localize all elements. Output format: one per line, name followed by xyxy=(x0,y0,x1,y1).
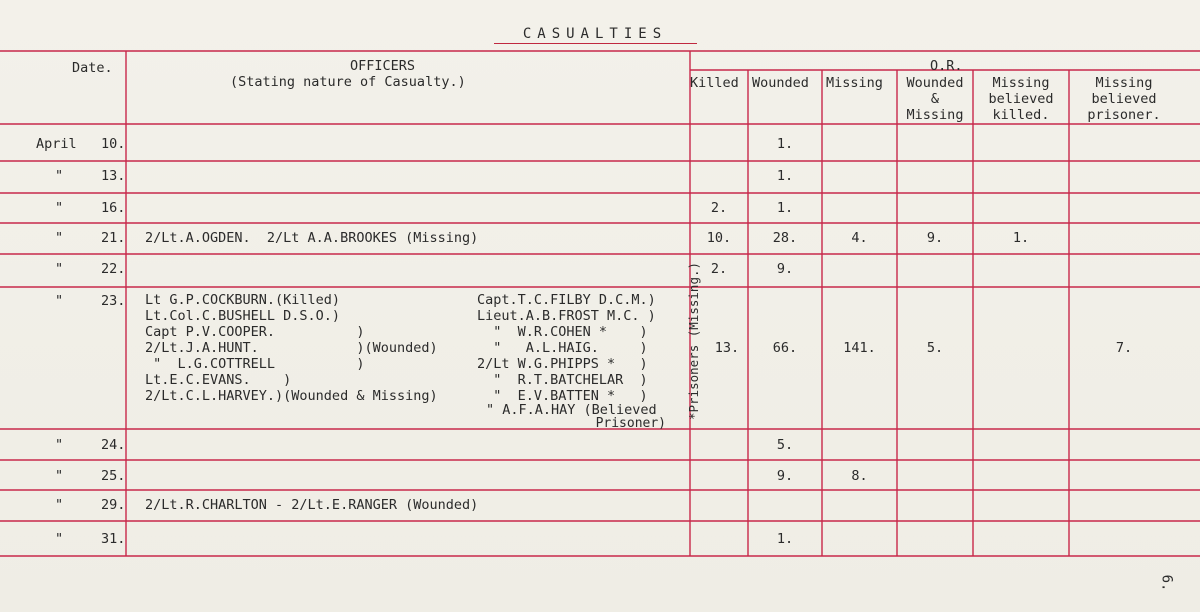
row-day: 22. xyxy=(101,261,126,277)
officer-entry-left: Lt.Col.C.BUSHELL D.S.O.) xyxy=(145,308,341,324)
header-mp-1: Missing xyxy=(1095,75,1153,91)
page-title: CASUALTIES xyxy=(522,26,668,42)
cell-missing: 141. xyxy=(843,340,876,356)
row-day: 24. xyxy=(101,437,126,453)
cell-officers: 2/Lt.A.OGDEN. 2/Lt A.A.BROOKES (Missing) xyxy=(145,230,479,246)
row-day: 31. xyxy=(101,531,126,547)
cell-wounded-missing: 5. xyxy=(926,340,944,356)
cell-wounded: 1. xyxy=(776,200,794,216)
row-month: " xyxy=(55,230,64,246)
header-wounded: Wounded xyxy=(752,75,809,91)
officer-entry-right: " W.R.COHEN * ) xyxy=(477,324,648,340)
prisoners-note: *Prisoners (Missing.) xyxy=(686,261,701,420)
cell-wounded: 9. xyxy=(776,261,794,277)
row-month: " xyxy=(55,468,64,484)
cell-killed: 2. xyxy=(710,200,728,216)
header-date: Date. xyxy=(72,60,113,76)
header-missing: Missing xyxy=(826,75,883,91)
cell-wounded: 5. xyxy=(776,437,794,453)
row-day: 10. xyxy=(101,136,126,152)
officer-entry-right: " A.L.HAIG. ) xyxy=(477,340,648,356)
cell-wounded: 1. xyxy=(776,531,794,547)
row-day: 16. xyxy=(101,200,126,216)
cell-killed: 13. xyxy=(714,340,740,356)
officer-entry-right: Capt.T.C.FILBY D.C.M.) xyxy=(477,292,656,308)
cell-wounded: 1. xyxy=(776,168,794,184)
cell-wounded: 1. xyxy=(776,136,794,152)
officer-entry-left: 2/Lt.J.A.HUNT. )(Wounded) xyxy=(145,340,438,356)
header-mk-1: Missing xyxy=(992,75,1050,91)
cell-killed: 2. xyxy=(710,261,728,277)
header-mp-2: believed xyxy=(1091,91,1157,107)
cell-missing: 4. xyxy=(851,230,868,246)
row-month: " xyxy=(55,168,64,184)
header-officers: OFFICERS xyxy=(350,58,416,74)
page-number: 6. xyxy=(1158,574,1175,592)
header-wm-3: Missing xyxy=(906,107,964,123)
officer-entry-right: 2/Lt W.G.PHIPPS * ) xyxy=(477,356,648,372)
header-or: O.R. xyxy=(930,58,963,74)
row-month: " xyxy=(55,437,64,453)
row-month: " xyxy=(55,261,64,277)
cell-killed: 10. xyxy=(706,230,732,246)
officer-entry-right: " R.T.BATCHELAR ) xyxy=(477,372,648,388)
header-officers-sub: (Stating nature of Casualty.) xyxy=(230,74,466,90)
cell-officers: 2/Lt.R.CHARLTON - 2/Lt.E.RANGER (Wounded) xyxy=(145,497,479,513)
cell-missing-prisoner: 7. xyxy=(1115,340,1133,356)
cell-wounded-missing: 9. xyxy=(926,230,944,246)
officer-entry-left: Lt G.P.COCKBURN.(Killed) xyxy=(145,292,341,308)
row-day: 25. xyxy=(101,468,126,484)
header-mk-2: believed xyxy=(988,91,1054,107)
cell-wounded: 66. xyxy=(772,340,798,356)
header-wm-1: Wounded xyxy=(906,75,964,91)
header-killed: Killed xyxy=(690,75,739,91)
cell-missing-killed: 1. xyxy=(1012,230,1030,246)
cell-wounded: 9. xyxy=(776,468,794,484)
row-month: " xyxy=(55,497,64,513)
header-mk-3: killed. xyxy=(992,107,1050,123)
officer-entry-right: " E.V.BATTEN * ) xyxy=(477,388,648,404)
cell-wounded: 28. xyxy=(772,230,798,246)
row-day: 23. xyxy=(101,293,126,309)
officer-entry-right: Lieut.A.B.FROST M.C. ) xyxy=(477,308,656,324)
cell-missing: 8. xyxy=(851,468,868,484)
row-day: 21. xyxy=(101,230,126,246)
header-wm-2: & xyxy=(930,91,940,107)
row-day: 13. xyxy=(101,168,126,184)
officer-entry-right: Prisoner) xyxy=(486,416,667,431)
row-month: " xyxy=(55,200,64,216)
officer-entry-left: " L.G.COTTRELL ) xyxy=(145,356,365,372)
officer-entry-left: Capt P.V.COOPER. ) xyxy=(145,324,365,340)
officer-entry-left: 2/Lt.C.L.HARVEY.)(Wounded & Missing) xyxy=(145,388,438,404)
row-day: 29. xyxy=(101,497,126,513)
header-mp-3: prisoner. xyxy=(1087,107,1161,123)
row-month: " xyxy=(55,293,64,309)
row-month: April xyxy=(36,136,77,152)
officer-entry-left: Lt.E.C.EVANS. ) xyxy=(145,372,292,388)
officer-entry-right: " A.F.A.HAY (Believed xyxy=(486,402,657,418)
row-month: " xyxy=(55,531,64,547)
